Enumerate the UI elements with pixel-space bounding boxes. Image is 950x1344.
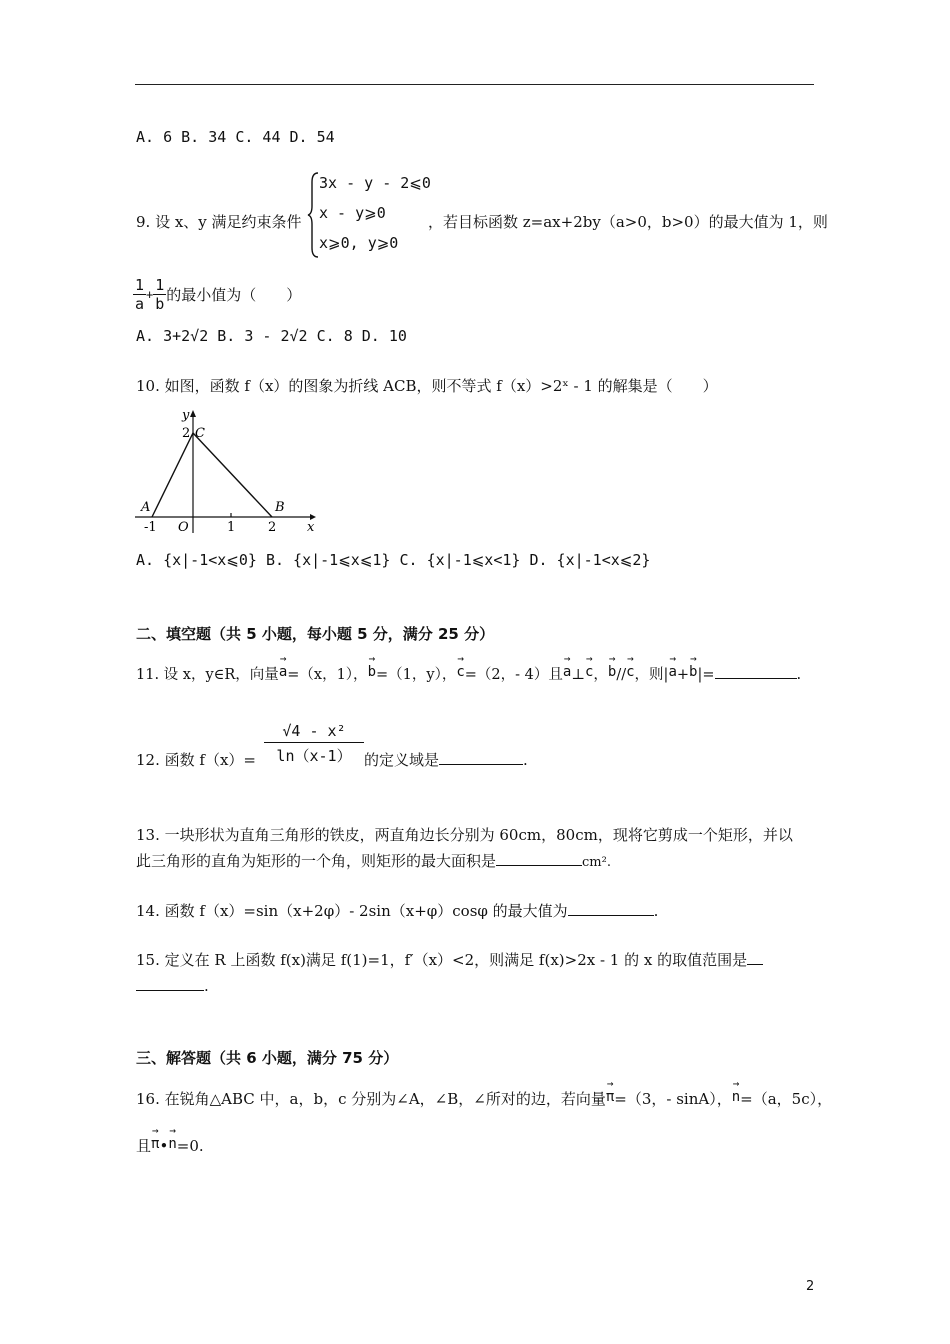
page-number: 2 xyxy=(806,1279,815,1294)
vector-n: → n xyxy=(732,1087,740,1107)
point-A-label: A xyxy=(141,500,151,515)
vector-m: → π xyxy=(606,1087,614,1107)
q16-line-2: 且→ π•→ n=0. xyxy=(136,1134,204,1156)
q12-suffix: 的定义域是 . xyxy=(364,751,528,769)
q15-blank-line: . xyxy=(136,976,209,996)
q10-graph xyxy=(130,405,320,535)
q8-options: A. 6 B. 34 C. 44 D. 54 xyxy=(136,128,335,146)
q9-prefix: 9. 设 x、y 满足约束条件 xyxy=(136,213,302,231)
answer-blank-13 xyxy=(496,851,582,866)
q10-text: 10. 如图，函数 f（x）的图象为折线 ACB，则不等式 f（x）>2ˣ - 1 的解集是（ ） xyxy=(136,377,718,395)
y-label: y xyxy=(182,408,190,423)
answer-blank-11 xyxy=(715,664,797,679)
label-2-x: 2 xyxy=(268,520,277,535)
point-C-label: C xyxy=(195,426,205,441)
q9-constraint-system xyxy=(307,170,431,260)
answer-blank-12 xyxy=(439,750,523,765)
q12-fraction xyxy=(264,722,364,766)
q10-options: A. {x|-1<x⩽0} B. {x|-1⩽x⩽1} C. {x|-1⩽x<1} D. {x|-1<x⩽2} xyxy=(136,551,651,569)
header-rule xyxy=(135,84,814,85)
q9-tail: 的最小值为（ ） xyxy=(166,286,302,304)
constraint-2: x - y⩾0 xyxy=(319,204,386,222)
fraction-1-over-a: $\frac{1}{a}$ xyxy=(135,276,145,313)
q13-line-1: 13. 一块形状为直角三角形的铁皮，两直角边长分别为 60cm，80cm，现将它剪成一个矩形，并以 xyxy=(136,826,793,844)
section-2-heading: 二、填空题（共 5 小题，每小题 5 分，满分 25 分） xyxy=(136,625,495,643)
polyline-ACB xyxy=(152,433,272,517)
q15-text: 15. 定义在 R 上函数 f(x)满足 f(1)=1，f′（x）<2，则满足 f(x)>2x - 1 的 x 的取值范围是 xyxy=(136,950,763,970)
q9-expression: $\frac{1}{a}$ + $\frac{1}{b}$ 的最小值为（ ） xyxy=(135,276,302,313)
q12-denominator: ln（x-1） xyxy=(276,747,352,765)
q9-suffix: ，若目标函数 z=ax+2by（a>0，b>0）的最大值为 1，则 xyxy=(428,213,828,231)
q12-numerator: √4 - x² xyxy=(264,722,364,743)
answer-blank-15 xyxy=(136,976,204,991)
fraction-1-over-b: $\frac{1}{b}$ xyxy=(155,276,165,313)
section-3-heading: 三、解答题（共 6 小题，满分 75 分） xyxy=(136,1049,399,1067)
vector-c: → c xyxy=(456,662,464,682)
answer-blank-14 xyxy=(568,901,654,916)
x-label: x xyxy=(307,520,315,535)
vector-a: → a xyxy=(279,662,287,682)
q11-text: 11. 设 x，y∈R，向量→ a=（x，1），→ b=（1，y），→ c=（2，- 4）且→ a⊥→ c，→ b//→ c，则|→ a+→ b|= . xyxy=(136,662,801,685)
label-neg1: -1 xyxy=(144,520,157,535)
constraint-1: 3x - y - 2⩽0 xyxy=(319,174,431,192)
vector-b: → b xyxy=(368,662,376,682)
label-2-y: 2 xyxy=(182,426,191,441)
y-axis-arrow-icon xyxy=(190,410,196,417)
q16-line-1: 16. 在锐角△ABC 中，a，b，c 分别为∠A，∠B，∠所对的边，若向量→ π=（3，- sinA），→ n=（a，5c）， xyxy=(136,1087,832,1109)
point-B-label: B xyxy=(275,500,285,515)
origin-label: O xyxy=(178,520,189,535)
q14-text: 14. 函数 f（x）=sin（x+2φ）- 2sin（x+φ）cosφ 的最大值为 . xyxy=(136,902,659,920)
q13-line-2: 此三角形的直角为矩形的一个角，则矩形的最大面积是 cm². xyxy=(136,852,611,870)
constraint-3: x⩾0, y⩾0 xyxy=(319,234,399,252)
label-1: 1 xyxy=(227,520,236,535)
q9-options: A. 3+2√2 B. 3 - 2√2 C. 8 D. 10 xyxy=(136,327,407,345)
q12-prefix: 12. 函数 f（x）= xyxy=(136,751,256,769)
